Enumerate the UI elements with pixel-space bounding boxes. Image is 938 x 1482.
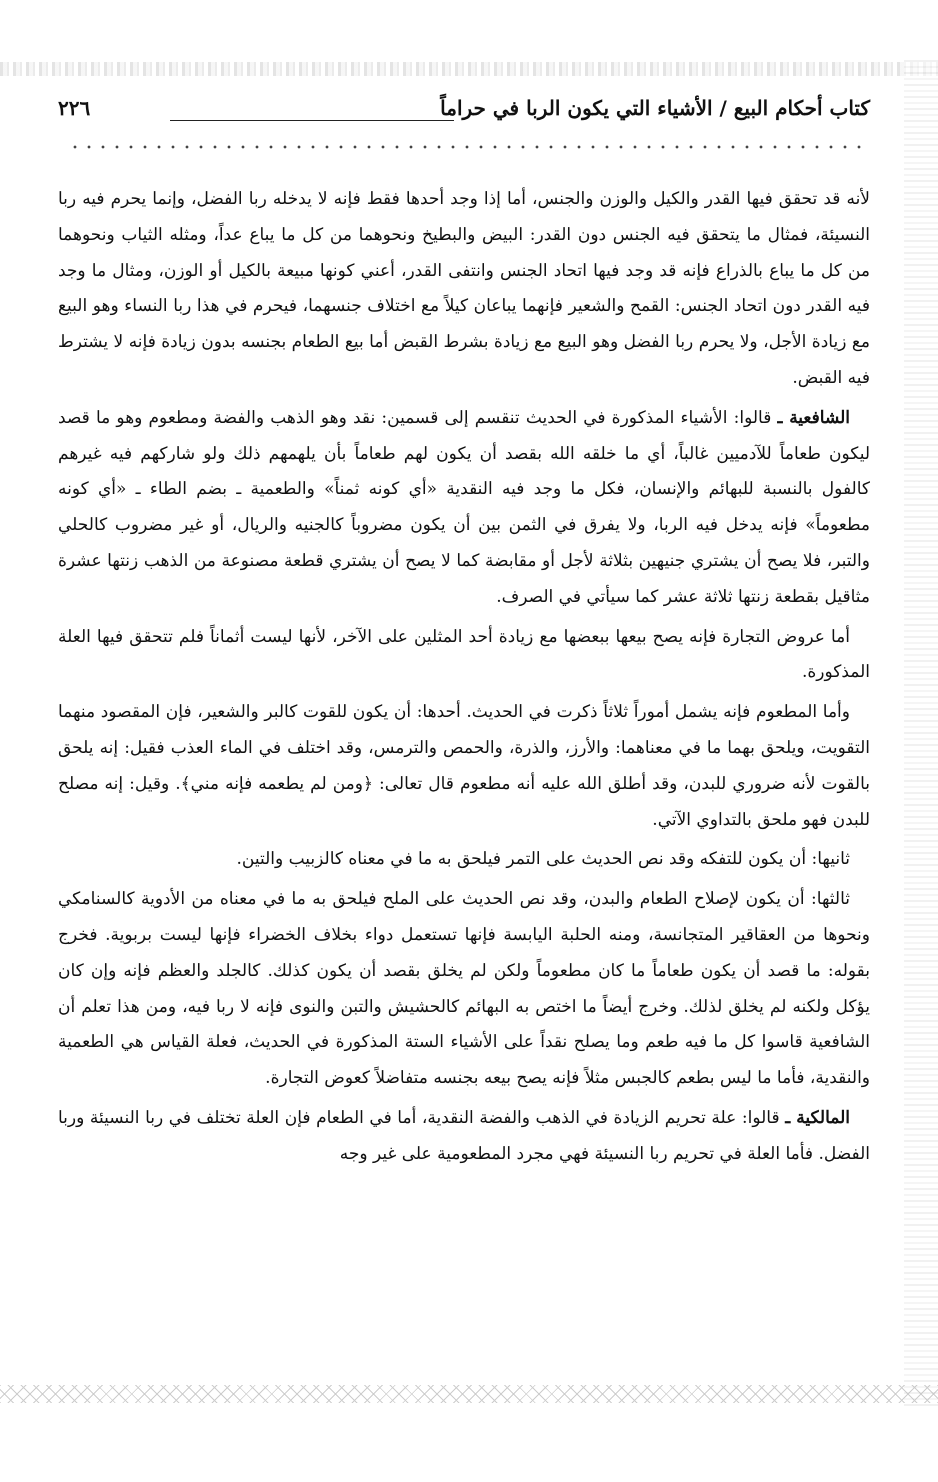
page-title: كتاب أحكام البيع / الأشياء التي يكون الربا في حراماً [440, 96, 870, 120]
paragraph [58, 882, 870, 1097]
page-header [58, 96, 870, 136]
scan-edge-right [904, 60, 938, 1410]
paragraph-text: قالوا: علة تحريم الزيادة في الذهب والفضة النقدية، أما في الطعام فإن العلة تختلف في ربا النسيئة وربا الفضل. فأما العلة في تحريم ربا النسيئة فهي مجرد المطعومية على غير وجه [58, 1107, 870, 1164]
paragraph-text: قالوا: الأشياء المذكورة في الحديث تنقسم إلى قسمين: نقد وهو الذهب والفضة ومطعوم وهو ما قصد ليكون طعاماً للآدميين غالباً، أي ما خلقه الله بقصد أن يكون لهم طعاماً بأن يلهمهم ذلك ولو شاركهم فيه غيرهم كالفول بالنسبة للبهائم والإنسان، فكل ما وجد فيه النقدية «أي كونه ثمناً» والطعمية ـ بضم الطاء ـ «أي كونه مطعوماً» فإنه يدخل فيه الربا، ولا يفرق في الثمن بين أن يكون مضروباً كالجنيه والريال، أو غير مضروب كالحلي والتبر، فلا يصح أن يشتري جنيهين بثلاثة لأجل أو مقابضة كما لا يصح أن يشتري قطعة مصنوعة من الذهب زنتها عشرة مثاقيل بقطعة زنتها ثلاثة عشر كما سيأتي في الصرف. [58, 407, 871, 607]
paragraph [58, 620, 870, 692]
paragraph-text: ثالثها: أن يكون لإصلاح الطعام والبدن، وقد نص الحديث على الملح فيلحق به ما في معناه من الأدوية كالسنامكي ونحوها من العقاقير المتجانسة، ومنه الحلبة اليابسة فإنها تستعمل دواء بخلاف الخضراء فإنها ليست بربوية. فخرج بقوله: ما قصد أن يكون طعاماً ما كان مطعوماً ولكن لم يخلق بقصد أن يكون كذلك. كالجلد والعظم فإنه وإن كان يؤكل ولكنه لم يخلق لذلك. وخرج أيضاً ما اختص به البهائم كالحشيش والتبن والنوى فإنه لا ربا فيه، ومن هذا تعلم أن الشافعية قاسوا كل ما فيه طعم وما يصلح نقداً على الأشياء الستة المذكورة في الحديث، فعلة القياس هي الطعمية والنقدية، فأما ما ليس بطعم كالجبس مثلاً فإنه يصح بيعه بجنسه متفاضلاً كعوض التجارة. [58, 889, 870, 1089]
page-number: ٢٢٦ [58, 96, 91, 120]
scan-edge-top [0, 62, 938, 76]
paragraph [58, 842, 870, 878]
paragraph-text: وأما المطعوم فإنه يشمل أموراً ثلاثاً ذكرت في الحديث. أحدها: أن يكون للقوت كالبر والشعير، فإن المقصود منهما التقويت، ويلحق بهما ما في معناهما: والأرز، والذرة، والحمص والترمس، وقد اختلف في الماء العذب فقيل: إنه يلحق بالقوت لأنه ضروري للبدن، وقد أطلق الله عليه أنه مطعوم قال تعالى: ﴿ومن لم يطعمه فإنه مني﴾. وقيل: إنه مصلح للبدن فهو ملحق بالتداوي الآتي. [58, 702, 870, 830]
decorative-border [0, 1385, 938, 1403]
header-dotted-line [68, 142, 868, 152]
paragraph-text: أما عروض التجارة فإنه يصح بيعها ببعضها مع زيادة أحد المثلين على الآخر، لأنها ليست أثماناً فلم تتحقق فيها العلة المذكورة. [58, 626, 870, 683]
paragraph [58, 1101, 870, 1173]
paragraph-text: ثانيها: أن يكون للتفكه وقد نص الحديث على التمر فيلحق به ما في معناه كالزبيب والتين. [236, 849, 850, 870]
paragraph-lead: الشافعية ـ [777, 407, 851, 428]
page-body [58, 182, 870, 1177]
paragraph [58, 182, 870, 397]
paragraph-text: لأنه قد تحقق فيها القدر والكيل والوزن والجنس، أما إذا وجد أحدها فقط فإنه لا يدخله ربا الفضل، وإنما يحرم فيه ربا النسيئة، فمثال ما يتحقق فيه الجنس دون القدر: البيض والبطيخ ونحوهما من كل ما يباع عداً، ومثله الثياب ونحوهما من كل ما يباع بالذراع فإنه قد وجد فيها اتحاد الجنس وانتفى القدر، أعني كونها مبيعة بالكيل أو الوزن، ومثال ما وجد فيه القدر دون اتحاد الجنس: القمح والشعير فإنهما يباعان كيلاً مع اختلاف جنسهما، فيحرم في هذا ربا النساء وهو البيع مع زيادة الأجل، ولا يحرم ربا الفضل وهو البيع مع زيادة بشرط القبض أما بيع الطعام بجنسه بدون زيادة فإنه لا يشترط فيه القبض. [58, 189, 870, 388]
header-rule [170, 120, 454, 121]
paragraph [58, 401, 870, 616]
paragraph-lead: المالكية ـ [785, 1107, 851, 1128]
paragraph [58, 695, 870, 838]
